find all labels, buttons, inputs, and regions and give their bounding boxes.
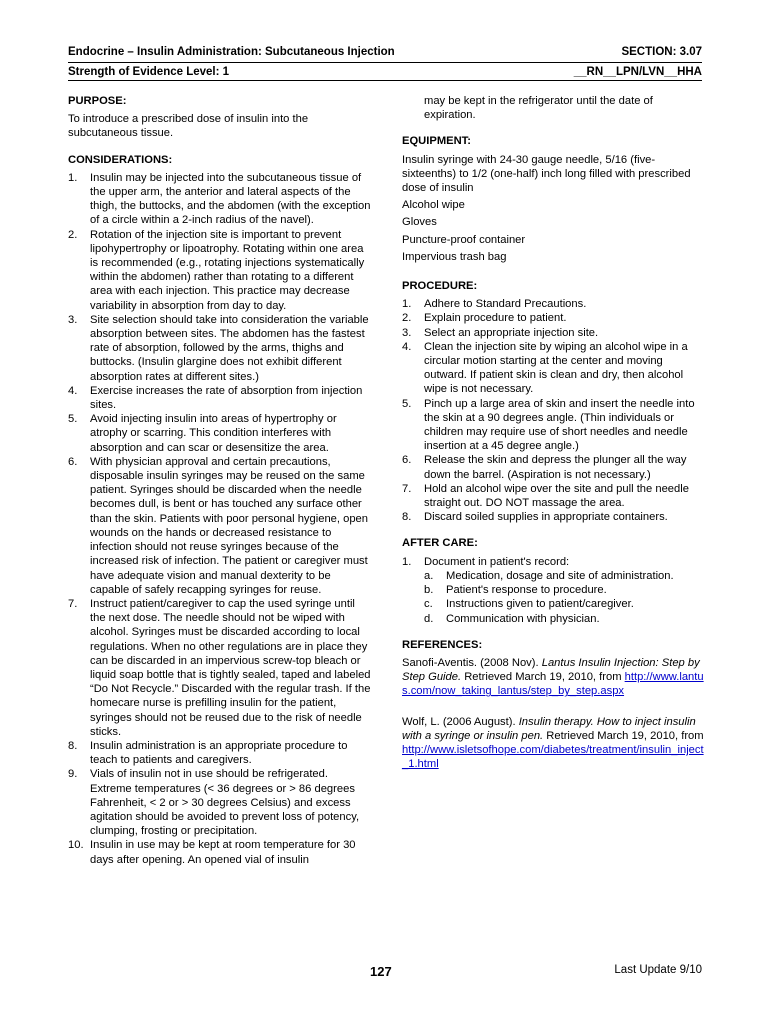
list-item: 5. Avoid injecting insulin into areas of hypertrophy or atrophy or scarring. This condition interferes with absorption and can scar or desensitize the area. (68, 413, 337, 454)
considerations-heading: CONSIDERATIONS: (68, 153, 173, 166)
aftercare-heading: AFTER CARE: (402, 537, 478, 550)
purpose-text: To introduce a prescribed dose of insulin into the subcutaneous tissue. (68, 113, 309, 140)
role-checklist: __RN__LPN/LVN__HHA (573, 66, 702, 78)
equipment-heading: EQUIPMENT: (402, 135, 471, 148)
list-item: 7. Hold an alcohol wipe over the site and pull the needle straight out. DO NOT massage the area. (402, 482, 689, 510)
reference-2-link[interactable]: http://www.isletsofhope.com/diabetes/treatment/insulin_inject_1.html (402, 743, 704, 771)
procedure-heading: PROCEDURE: (402, 280, 478, 293)
aftercare-list (402, 555, 706, 569)
list-item: a. Medication, dosage and site of administration. (424, 569, 674, 582)
list-item: 2. Rotation of the injection site is important to prevent lipohypertrophy or lipoatrophy. Rotating within one area is recommended (e.g., rotating injections systematically within the abdomen) rather than rotating to a different area with each injection. This practice may decrease variability in absorption from day to day. (68, 228, 365, 312)
equipment-item: Puncture-proof container (402, 233, 526, 246)
list-item: 6. With physician approval and certain precautions, disposable insulin syringes may be reused on the same patient. Syringes should be discarded when the needle becomes dull, is bent or has touched any surface other than the skin. Patients with poor personal hygiene, open wounds on the hands or decreased resistance to infection should not reuse syringes because of the increased risk of infection. The patient or caregiver must have adequate vision and manual dexterity to be capable of safely recapping syringes for reuse. (68, 455, 369, 596)
doc-title: Endocrine – Insulin Administration: Subcutaneous Injection (68, 46, 395, 58)
list-item: 3. Select an appropriate injection site. (402, 326, 599, 339)
page-number: 127 (370, 964, 392, 979)
header-bottom (68, 64, 702, 80)
purpose-heading: PURPOSE: (68, 95, 127, 107)
left-column (68, 94, 372, 867)
last-update: Last Update 9/10 (614, 964, 702, 976)
equipment-item: Alcohol wipe (402, 199, 465, 212)
list-item: d. Communication with physician. (424, 612, 600, 625)
procedure-list (402, 297, 706, 524)
reference-1-link[interactable]: http://www.lantus.com/now_taking_lantus/step_by_step.aspx (402, 671, 704, 698)
references-heading: REFERENCES: (402, 638, 483, 651)
section-number: SECTION: 3.07 (621, 46, 702, 58)
evidence-level: Strength of Evidence Level: 1 (68, 66, 230, 78)
list-item: 8. Discard soiled supplies in appropriate containers. (402, 511, 668, 524)
list-item: 1. Document in patient's record: (402, 555, 570, 568)
header-divider-top (68, 62, 702, 63)
list-item: 8. Insulin administration is an appropriate procedure to teach to patients and caregivers. (68, 739, 348, 767)
list-item: 5. Pinch up a large area of skin and insert the needle into the skin at a 90 degrees angle. (Thin individuals or children may require use of short needles and needle insertion at a 45 degree angle.) (402, 397, 695, 453)
reference-2: Wolf, L. (2006 August). Insulin therapy. How to inject insulin with a syringe or insulin pen. Retrieved March 19, 2010, from http://www.isletsofhope.com/diabetes/treatment/insulin_inject_1.html (402, 715, 704, 771)
aftercare-sublist (402, 569, 706, 626)
equipment-list (402, 153, 706, 264)
reference-1: Sanofi-Aventis. (2008 Nov). Lantus Insulin Injection: Step by Step Guide. Retrieved March 19, 2010, from http://www.lantus.com/now_taking_lantus/step_by_step.aspx (402, 656, 704, 698)
list-item: 3. Site selection should take into consideration the variable absorption between sites. The abdomen has the fastest rate of absorption, followed by the arms, thighs and buttocks. (Insulin glargine does not exhibit different absorption rates at different sites.) (68, 313, 369, 383)
equipment-item: Insulin syringe with 24-30 gauge needle, 5/16 (five-sixteenths) to 1/2 (one-half) inch long filled with prescribed dose of insulin (402, 153, 691, 195)
right-column (402, 94, 706, 771)
header-top (68, 44, 702, 60)
list-item: 9. Vials of insulin not in use should be refrigerated. Extreme temperatures (< 36 degrees or > 86 degrees Fahrenheit, < 2 or > 30 degrees Celsius) and excess agitation should be avoided to prevent loss of potency, clumping, frosting or precipitation. (68, 768, 360, 838)
header-divider-bottom (68, 80, 702, 81)
list-item: 1. Insulin may be injected into the subcutaneous tissue of the upper arm, the anterior and lateral aspects of the thigh, the buttocks, and the abdomen (with the exception of a circle within a 2-inch radius of the navel). (68, 171, 371, 227)
list-item: c. Instructions given to patient/caregiver. (424, 598, 634, 611)
continuation-text: may be kept in the refrigerator until the date of expiration. (424, 95, 653, 122)
equipment-item: Impervious trash bag (402, 250, 507, 263)
list-item: 10. Insulin in use may be kept at room temperature for 30 days after opening. An opened vial of insulin (68, 839, 356, 866)
list-item: 7. Instruct patient/caregiver to cap the used syringe until the next dose. The needle should not be wiped with alcohol. Syringes must be discarded according to local regulations. When no other regulations are in place they can be discarded in an impervious screw-top bleach or liquid soap bottle that is tightly sealed, taped and labeled “Do Not Recycle.” Discarded with the regular trash. If the homecare nurse is prefilling insulin for the patient, syringes should not be reused due to the risk of needle sticks. (68, 597, 371, 738)
list-item: 1. Adhere to Standard Precautions. (402, 298, 587, 311)
list-item: 4. Exercise increases the rate of absorption from injection sites. (68, 384, 363, 412)
list-item: 6. Release the skin and depress the plunger all the way down the barrel. (Aspiration is not necessary.) (402, 454, 687, 481)
list-item: 4. Clean the injection site by wiping an alcohol wipe in a circular motion starting at the center and moving outward. If patient skin is clean and dry, then alcohol wipe is not necessary. (402, 340, 688, 396)
list-item: 2. Explain procedure to patient. (402, 312, 567, 325)
equipment-item: Gloves (402, 216, 437, 229)
considerations-list (68, 171, 372, 867)
considerations-continuation (402, 94, 706, 122)
list-item: b. Patient's response to procedure. (424, 584, 607, 597)
